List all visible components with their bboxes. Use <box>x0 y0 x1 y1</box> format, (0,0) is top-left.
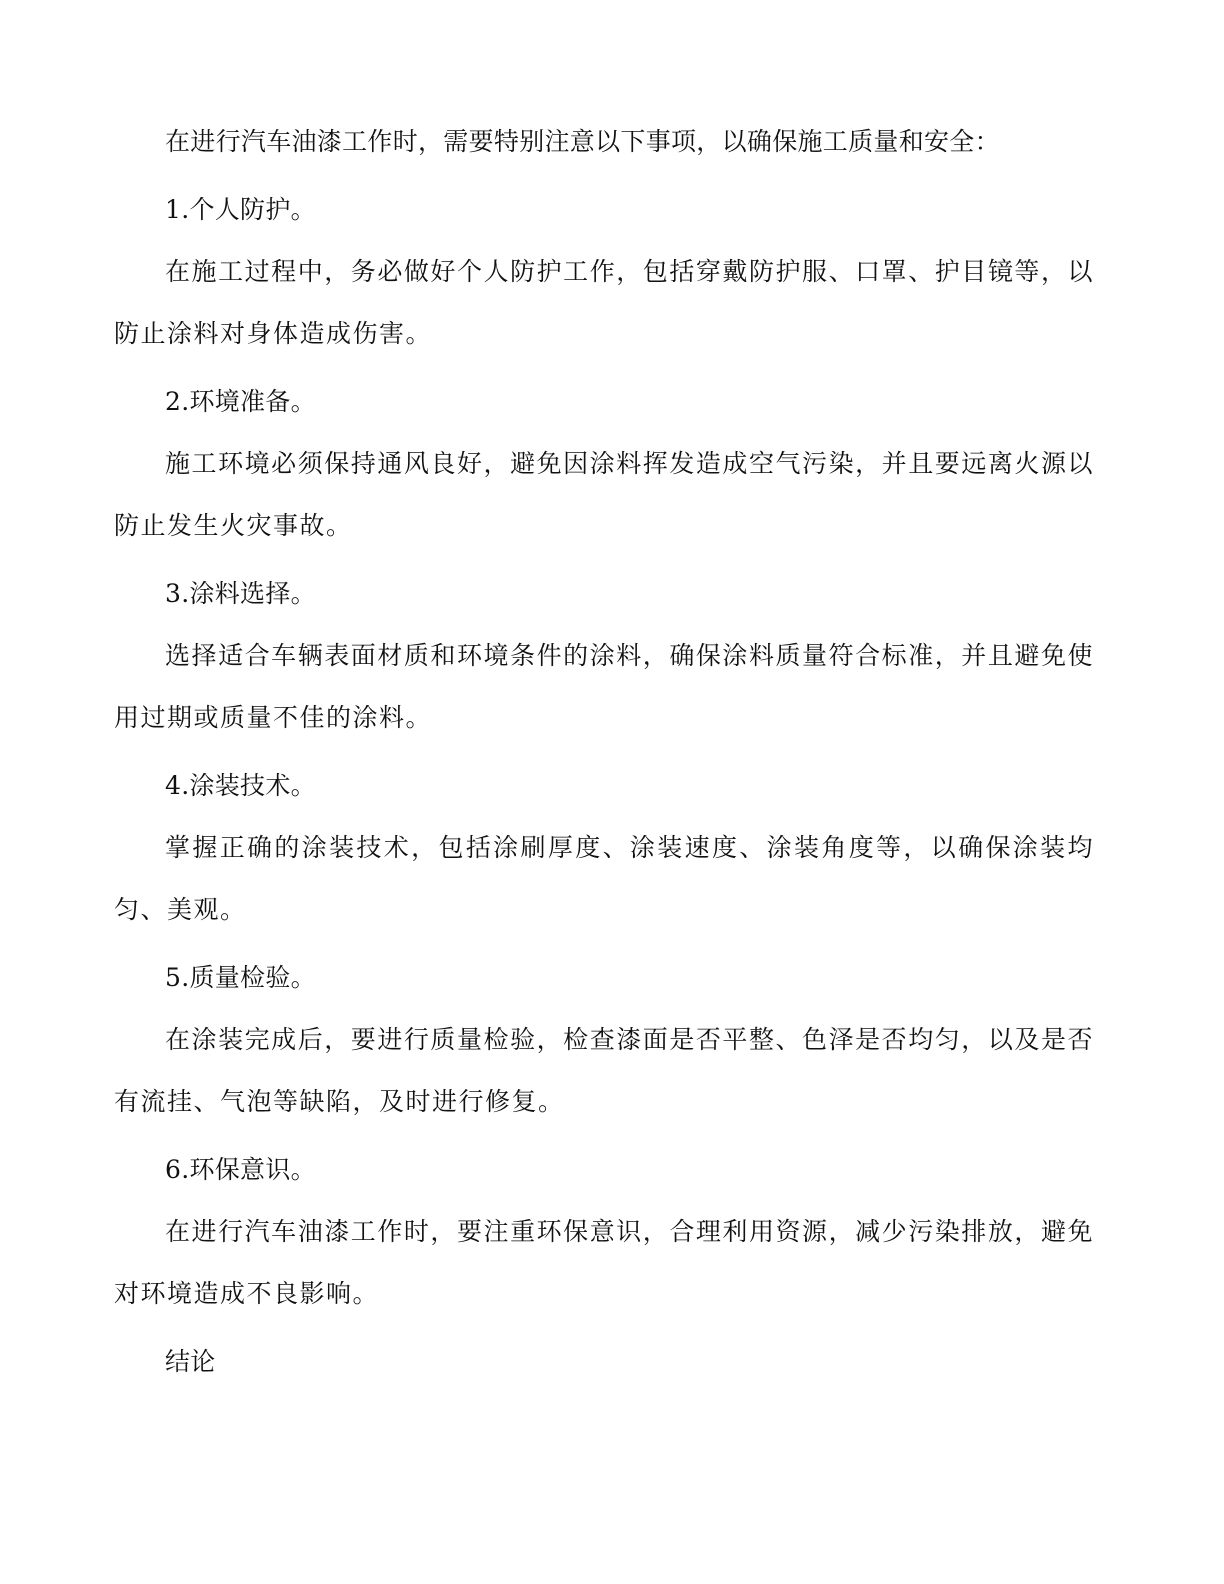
document-body <box>114 111 1094 1393</box>
intro-paragraph: 在进行汽车油漆工作时，需要特别注意以下事项，以确保施工质量和安全： <box>165 127 1000 156</box>
section-body-3: 选择适合车辆表面材质和环境条件的涂料，确保涂料质量符合标准，并且避免使用过期或质量不佳的涂料。 <box>114 641 1094 732</box>
section-heading-4: 4.涂装技术。 <box>165 771 316 800</box>
section-body-1: 在施工过程中，务必做好个人防护工作，包括穿戴防护服、口罩、护目镜等，以防止涂料对身体造成伤害。 <box>114 257 1094 348</box>
conclusion-heading: 结论 <box>165 1347 216 1376</box>
section-heading-3: 3.涂料选择。 <box>165 579 316 608</box>
section-body-2: 施工环境必须保持通风良好，避免因涂料挥发造成空气污染，并且要远离火源以防止发生火灾事故。 <box>114 449 1094 540</box>
section-heading-1: 1.个人防护。 <box>165 195 316 224</box>
section-heading-2: 2.环境准备。 <box>165 387 316 416</box>
section-body-6: 在进行汽车油漆工作时，要注重环保意识，合理利用资源，减少污染排放，避免对环境造成不良影响。 <box>114 1217 1094 1308</box>
section-heading-6: 6.环保意识。 <box>165 1155 316 1184</box>
section-body-5: 在涂装完成后，要进行质量检验，检查漆面是否平整、色泽是否均匀，以及是否有流挂、气泡等缺陷，及时进行修复。 <box>114 1025 1094 1116</box>
section-heading-5: 5.质量检验。 <box>165 963 316 992</box>
section-body-4: 掌握正确的涂装技术，包括涂刷厚度、涂装速度、涂装角度等，以确保涂装均匀、美观。 <box>114 833 1094 924</box>
